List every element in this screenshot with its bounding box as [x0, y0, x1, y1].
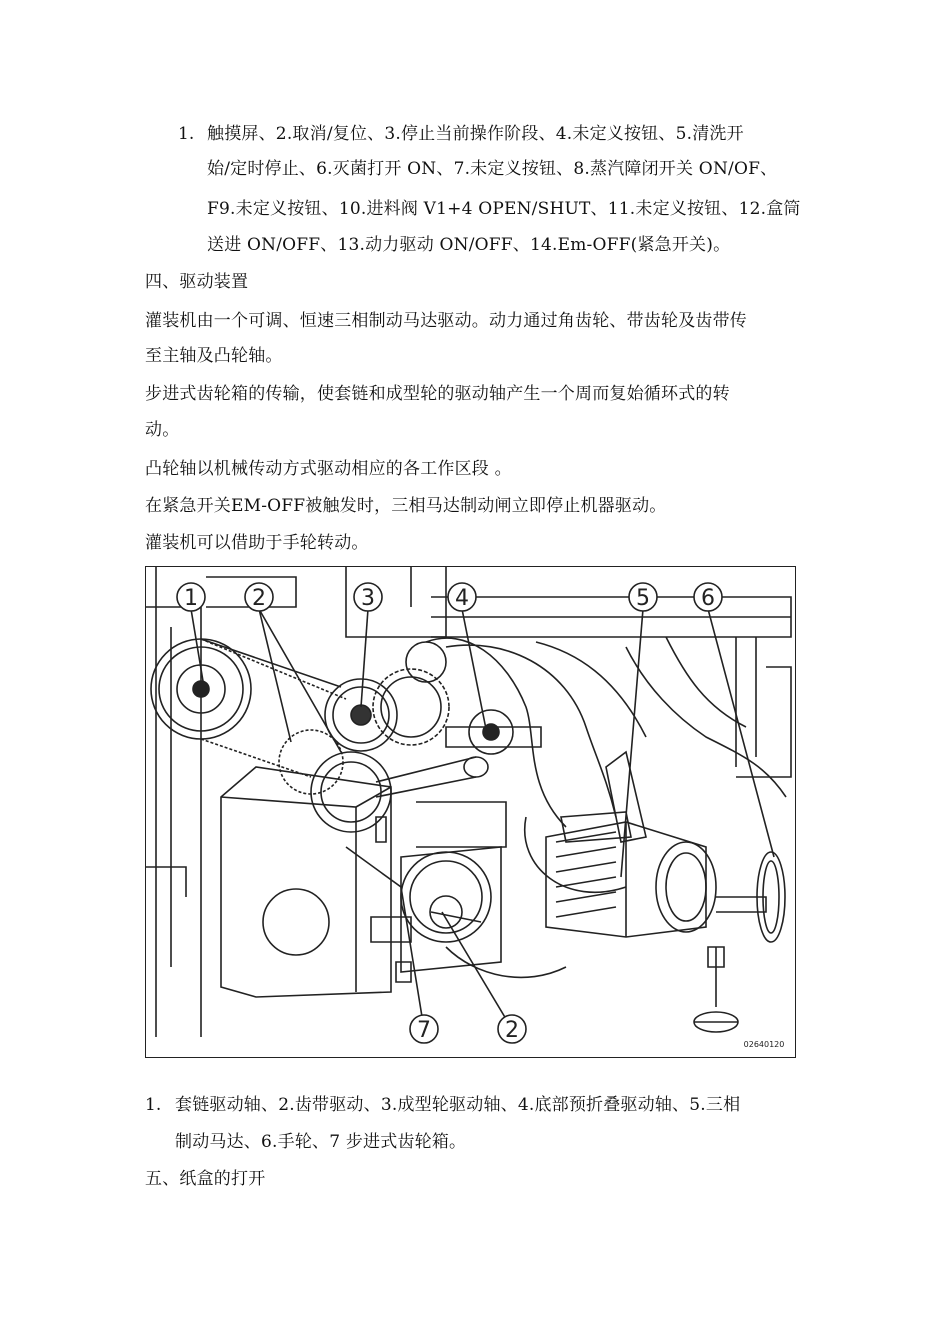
callout-7: 7: [417, 1018, 431, 1043]
list-number: 1.: [178, 124, 195, 144]
paragraph-2-line-2: 动。: [145, 420, 180, 440]
callout-3: 3: [361, 586, 375, 611]
paragraph-4: 在紧急开关EM-OFF被触发时，三相马达制动闸立即停止机器驱动。: [145, 496, 667, 516]
paragraph-2-line-1: 步进式齿轮箱的传输，使套链和成型轮的驱动轴产生一个周而复始循环式的转: [145, 384, 730, 404]
caption-line-1: 套链驱动轴、2.齿带驱动、3.成型轮驱动轴、4.底部预折叠驱动轴、5.三相: [175, 1095, 741, 1115]
section-five-heading: 五、纸盒的打开: [145, 1169, 266, 1189]
paragraph-1-line-1: 灌装机由一个可调、恒速三相制动马达驱动。动力通过角齿轮、带齿轮及齿带传: [145, 311, 747, 331]
paragraph-1-line-2: 至主轴及凸轮轴。: [145, 346, 283, 366]
list-text-line-4: 送进 ON/OFF、13.动力驱动 ON/OFF、14.Em-OFF(紧急开关)。: [207, 235, 731, 255]
callout-1: 1: [184, 586, 198, 611]
section-four-heading: 四、驱动装置: [145, 272, 249, 292]
figure-code: 02640120: [743, 1040, 785, 1049]
list-text-line-3: F9.未定义按钮、10.进料阀 V1+4 OPEN/SHUT、11.未定义按钮、12.盒筒: [207, 199, 801, 219]
callout-2-lower: 2: [505, 1018, 519, 1043]
list-text-line-2: 始/定时停止、6.灭菌打开 ON、7.未定义按钮、8.蒸汽障闭开关 ON/OF、: [207, 159, 778, 179]
callout-5: 5: [636, 586, 650, 611]
paragraph-5: 灌装机可以借助于手轮转动。: [145, 533, 369, 553]
list-text-line-1: 触摸屏、2.取消/复位、3.停止当前操作阶段、4.未定义按钮、5.清洗开: [207, 124, 744, 144]
paragraph-3: 凸轮轴以机械传动方式驱动相应的各工作区段 。: [145, 459, 512, 479]
drive-mechanism-figure: [145, 566, 796, 1058]
drive-mechanism-drawing: [146, 567, 795, 1057]
caption-list-number: 1.: [145, 1095, 162, 1115]
callout-4: 4: [455, 586, 469, 611]
callout-6: 6: [701, 586, 715, 611]
callout-2: 2: [252, 586, 266, 611]
caption-line-2: 制动马达、6.手轮、7 步进式齿轮箱。: [175, 1132, 467, 1152]
